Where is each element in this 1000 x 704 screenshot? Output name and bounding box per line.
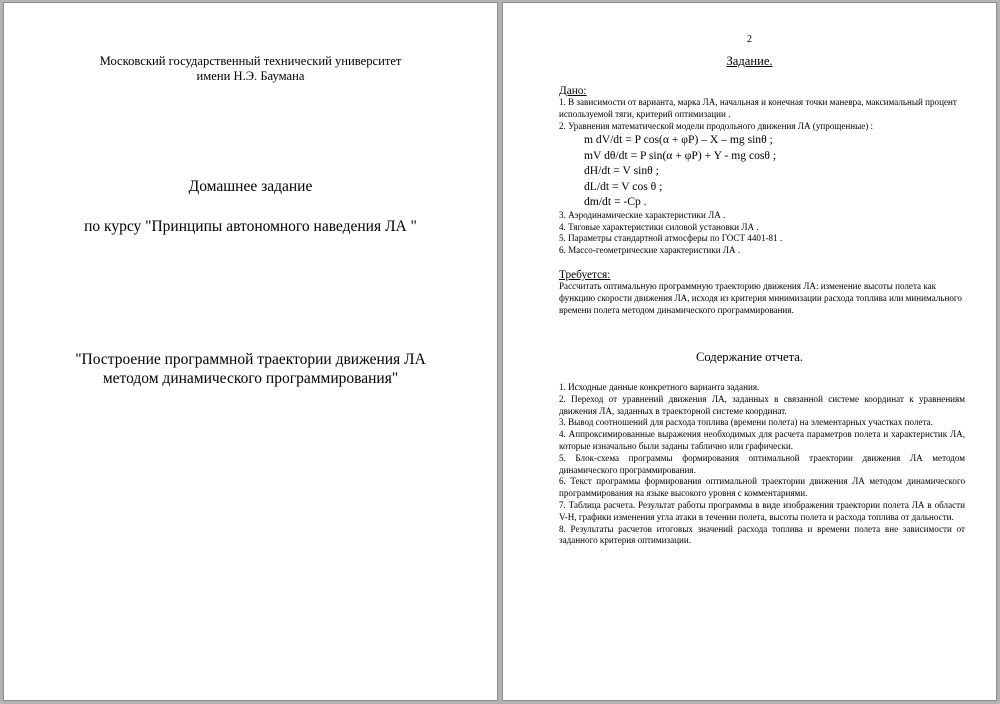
report-item: 7. Таблица расчета. Результат работы программы в виде изображения траектории полета ЛА в области V-H, графики изменения угла атаки в течении полета, высоты полета и расхода топлива от дальности. — [559, 499, 965, 522]
required-text: Рассчитать оптимальную программную траекторию движения ЛА: изменение высоты полета как функцию скорости движения ЛА, исходя из критерия минимизации расхода топлива или минимального времени полета методом динамического программирования. — [559, 281, 962, 315]
page-number: 2 — [747, 34, 752, 45]
equation: dL/dt = V cos θ ; — [584, 179, 663, 193]
given-label: Дано: — [559, 85, 587, 97]
university-name: Московский государственный технический университет имени Н.Э. Баумана — [99, 54, 402, 83]
given-section — [559, 85, 965, 316]
given-item: 5. Параметры стандартной атмосферы по ГОСТ 4401-81 . — [559, 233, 783, 244]
given-item: 4. Тяговые характеристики силовой установки ЛА . — [559, 221, 759, 232]
report-list — [559, 382, 965, 547]
work-title: "Построение программной траектории движения ЛА методом динамического программирования" — [75, 351, 426, 387]
given-item: 2. Уравнения математической модели продольного движения ЛА (упрощенные) : — [559, 120, 874, 131]
homework-label: Домашнее задание — [188, 178, 313, 195]
given-item: 1. В зависимости от варианта, марка ЛА, начальная и конечная точки маневра, максимальный процент используемой тяги, критерий оптимизации . — [559, 97, 957, 119]
report-heading: Содержание отчета. — [695, 350, 804, 364]
report-item: 5. Блок-схема программы формирования оптимальной траектории движения ЛА методом динамического программирования. — [559, 452, 965, 475]
report-item: 2. Переход от уравнений движения ЛА, заданных в связанной системе координат к уравнениям движения ЛА, заданных в траекторной системе координат. — [559, 393, 965, 416]
given-item: 6. Массо-геометрические характеристики ЛА . — [559, 245, 741, 256]
equation: dm/dt = -Cp . — [584, 195, 647, 209]
title-page — [4, 3, 497, 700]
required-label: Требуется: — [559, 269, 611, 282]
task-page — [503, 3, 996, 700]
report-item: 4. Аппроксимированные выражения необходимых для расчета параметров полета и характеристик ЛА, которые изначально были заданы таблично или графически. — [559, 429, 965, 451]
equation: mV dθ/dt = P sin(α + φP) + Y - mg cosθ ; — [584, 148, 777, 162]
given-item: 3. Аэродинамические характеристики ЛА . — [559, 209, 726, 220]
equation: dH/dt = V sinθ ; — [584, 164, 659, 178]
report-item: 3. Вывод соотношений для расхода топлива (времени полета) на элементарных участках полета. — [559, 417, 933, 428]
report-item: 8. Результаты расчетов итоговых значений расхода топлива и времени полета вне зависимости от заданного критерия оптимизации. — [559, 523, 965, 546]
course-name: по курсу "Принципы автономного наведения ЛА " — [84, 218, 417, 235]
equation: m dV/dt = P cos(α + φP) – X – mg sinθ ; — [584, 133, 773, 147]
report-item: 6. Текст программы формирования оптимальной траектории движения ЛА методом динамического программирования на языке высокого уровня с комментариями. — [559, 476, 965, 499]
task-heading: Задание. — [726, 54, 773, 68]
report-item: 1. Исходные данные конкретного варианта задания. — [559, 382, 760, 392]
